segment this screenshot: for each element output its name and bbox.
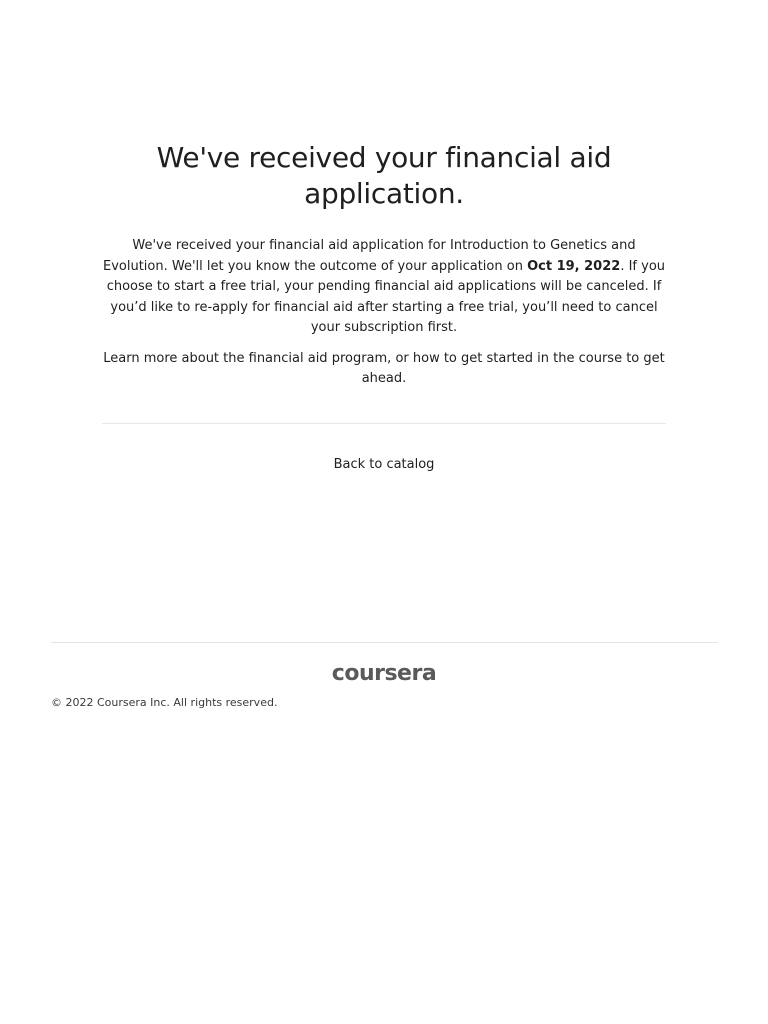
confirmation-panel <box>102 140 666 389</box>
copyright-text: © 2022 Coursera Inc. All rights reserved. <box>51 696 278 709</box>
confirmation-message-intro: We've received your financial aid application for Introduction to Genetics and Evolution. We'll let you know the outcome of your application on <box>102 238 636 274</box>
content-divider <box>102 423 666 424</box>
coursera-logo[interactable]: coursera <box>331 661 437 686</box>
page-title: We've received your financial aid application. <box>156 141 612 210</box>
footer-divider <box>51 642 718 643</box>
confirmation-message <box>102 236 666 339</box>
learn-more-text: Learn more about the financial aid program, or how to get started in the course to get ahead. <box>103 350 665 386</box>
outcome-date: Oct 19, 2022 <box>527 258 621 274</box>
confirmation-message-details: . If you choose to start a free trial, your pending financial aid applications will be canceled. If you’d like to re-apply for financial aid after starting a free trial, you’ll need to cancel your subscription first. <box>106 258 666 335</box>
back-to-catalog-link[interactable]: Back to catalog <box>333 457 435 472</box>
